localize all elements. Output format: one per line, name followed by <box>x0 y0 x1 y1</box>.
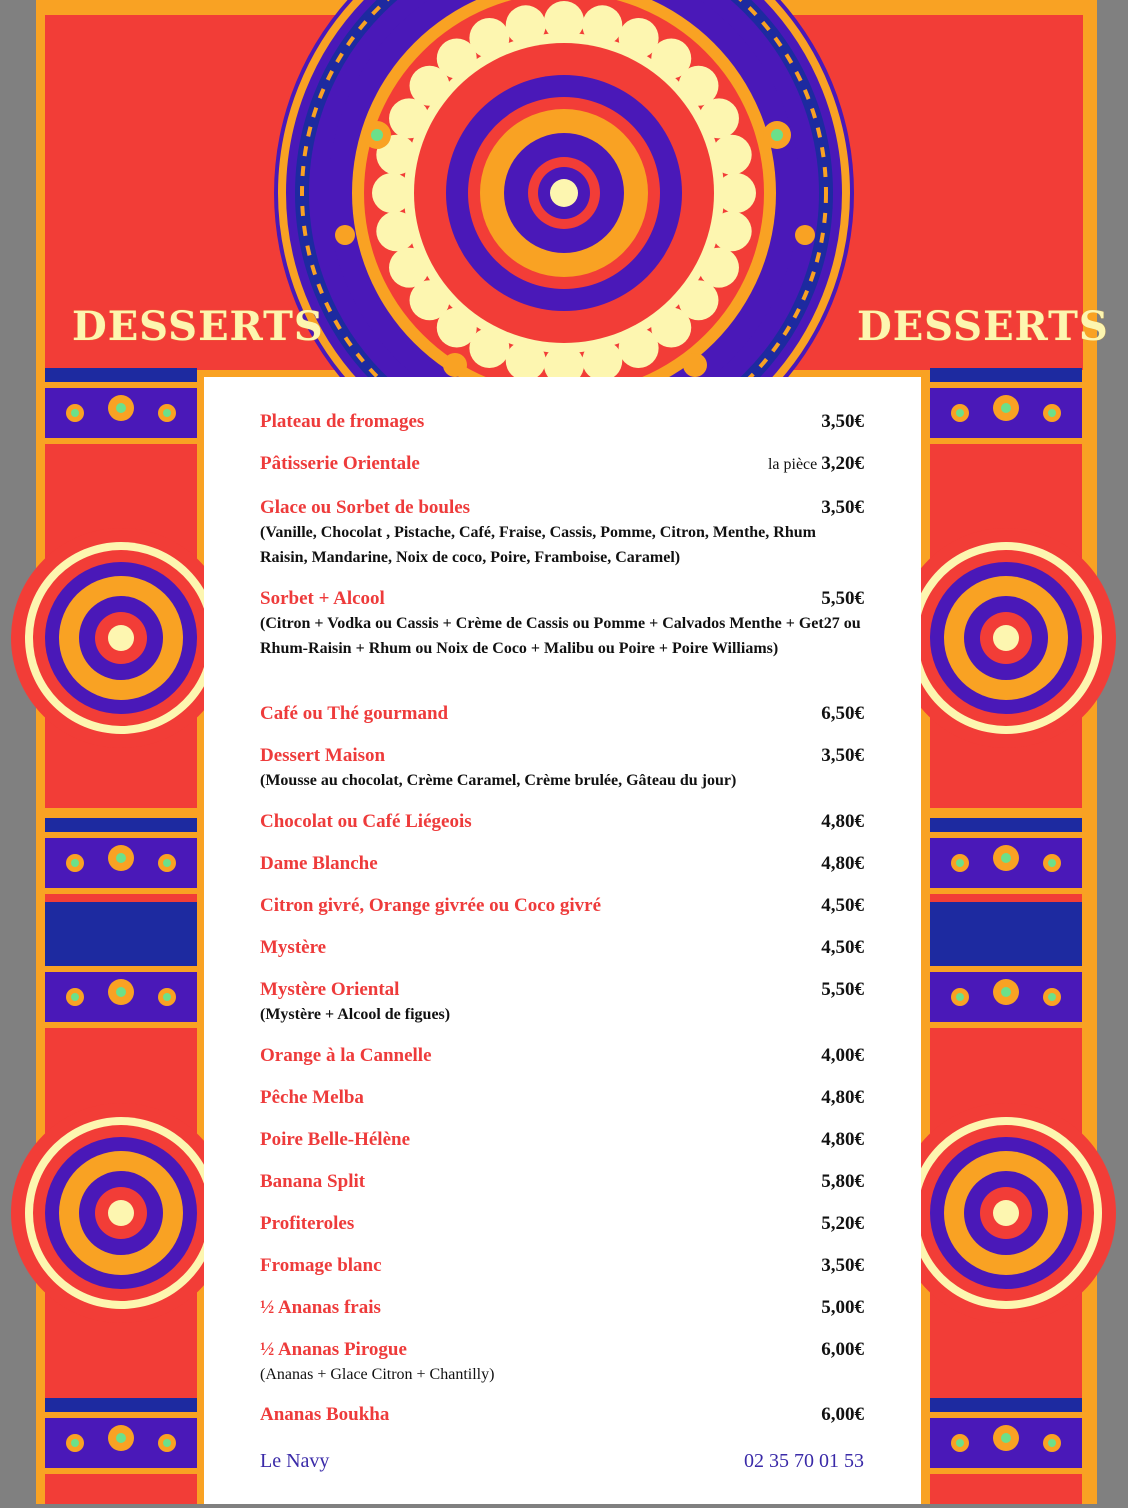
menu-item <box>260 1129 864 1153</box>
item-price: 5,20€ <box>821 1213 864 1234</box>
item-name: Dessert Maison <box>260 745 386 766</box>
item-description: (Mystère + Alcool de figues) <box>260 1006 451 1023</box>
item-name: ½ Ananas frais <box>260 1297 381 1318</box>
menu-item <box>260 979 864 1028</box>
item-description: (Citron + Vodka ou Cassis + Crème de Cassis ou Pomme + Calvados Menthe + Get27 ou Rhum-Raisin + Rhum ou Noix de Coco + Malibu ou Poire + Poire Williams) <box>260 615 861 657</box>
menu-item <box>260 1339 864 1388</box>
item-name: Pâtisserie Orientale <box>260 453 420 474</box>
item-name: Sorbet + Alcool <box>260 588 385 609</box>
item-price-group <box>821 1129 864 1151</box>
menu-item <box>260 1404 864 1428</box>
item-price: 4,50€ <box>821 895 864 916</box>
item-name: Café ou Thé gourmand <box>260 703 449 724</box>
menu-page <box>36 0 1109 1504</box>
decorative-band-left <box>45 368 197 1504</box>
band-pattern-right <box>930 368 1082 1504</box>
item-name: ½ Ananas Pirogue <box>260 1339 407 1360</box>
item-price: 4,80€ <box>821 1129 864 1150</box>
item-price: 5,50€ <box>821 979 864 1000</box>
item-price: 3,50€ <box>821 497 864 518</box>
menu-item <box>260 745 864 794</box>
item-price-group <box>821 588 864 610</box>
item-price: 4,50€ <box>821 937 864 958</box>
item-name: Pêche Melba <box>260 1087 364 1108</box>
item-price-group <box>821 853 864 875</box>
menu-item <box>260 497 864 570</box>
item-price: 4,80€ <box>821 811 864 832</box>
decorative-band-right <box>930 368 1082 1504</box>
item-name: Fromage blanc <box>260 1255 382 1276</box>
menu-item <box>260 703 864 727</box>
item-description: (Ananas + Glace Citron + Chantilly) <box>260 1366 495 1383</box>
item-price-group <box>821 703 864 725</box>
menu-item <box>260 453 864 477</box>
menu-item <box>260 1213 864 1237</box>
item-price: 4,80€ <box>821 1087 864 1108</box>
item-price-group <box>821 811 864 833</box>
item-price-group <box>821 1404 864 1426</box>
item-price: 5,00€ <box>821 1297 864 1318</box>
item-price-group <box>821 895 864 917</box>
item-name: Dame Blanche <box>260 853 378 874</box>
item-unit: la pièce <box>767 456 818 473</box>
restaurant-name: Le Navy <box>260 1450 330 1472</box>
menu-item <box>260 1297 864 1321</box>
item-price: 6,00€ <box>821 1404 864 1425</box>
item-name: Ananas Boukha <box>260 1404 390 1425</box>
item-name: Chocolat ou Café Liégeois <box>260 811 472 832</box>
menu-item <box>260 811 864 835</box>
menu-item <box>260 895 864 919</box>
item-price-group <box>821 1339 864 1361</box>
item-price-group <box>821 411 864 433</box>
restaurant-phone: 02 35 70 01 53 <box>744 1450 864 1472</box>
item-price: 3,50€ <box>821 745 864 766</box>
item-price-group <box>821 745 864 767</box>
title-right: DESSERTS <box>857 303 1109 350</box>
menu-item <box>260 1045 864 1069</box>
item-price-group <box>821 1213 864 1235</box>
menu-item <box>260 411 864 435</box>
menu-item <box>260 1087 864 1111</box>
item-name: Mystère <box>260 937 327 958</box>
item-price: 6,00€ <box>821 1339 864 1360</box>
item-description: (Vanille, Chocolat , Pistache, Café, Fraise, Cassis, Pomme, Citron, Menthe, Rhum Raisin, Mandarine, Noix de coco, Poire, Framboise, Caramel) <box>260 524 816 566</box>
menu-item <box>260 588 864 661</box>
item-price: 5,50€ <box>821 588 864 609</box>
menu-item <box>260 1255 864 1279</box>
item-price-group <box>768 453 864 475</box>
item-name: Poire Belle-Hélène <box>260 1129 411 1150</box>
item-name: Glace ou Sorbet de boules <box>260 497 471 518</box>
menu-item <box>260 1171 864 1195</box>
item-price: 4,00€ <box>821 1045 864 1066</box>
title-left: DESSERTS <box>72 303 324 350</box>
item-description: (Mousse au chocolat, Crème Caramel, Crème brulée, Gâteau du jour) <box>260 772 737 789</box>
item-price: 3,50€ <box>821 1255 864 1276</box>
banner <box>45 15 1109 370</box>
item-price: 3,50€ <box>821 411 864 432</box>
item-price-group <box>821 979 864 1001</box>
item-name: Profiteroles <box>260 1213 355 1234</box>
item-price-group <box>821 1171 864 1193</box>
item-price: 3,20€ <box>821 453 864 474</box>
item-price-group <box>821 1087 864 1109</box>
item-price: 4,80€ <box>821 853 864 874</box>
menu-item <box>260 937 864 961</box>
item-name: Mystère Oriental <box>260 979 400 1000</box>
item-name: Citron givré, Orange givrée ou Coco givré <box>260 895 602 916</box>
item-name: Banana Split <box>260 1171 366 1192</box>
item-price-group <box>821 1255 864 1277</box>
menu-panel <box>204 377 921 1504</box>
item-name: Orange à la Cannelle <box>260 1045 432 1066</box>
item-price-group <box>821 937 864 959</box>
item-price: 6,50€ <box>821 703 864 724</box>
item-price-group <box>821 1045 864 1067</box>
band-pattern-left <box>45 368 197 1504</box>
item-name: Plateau de fromages <box>260 411 425 432</box>
item-price-group <box>821 1297 864 1319</box>
item-price: 5,80€ <box>821 1171 864 1192</box>
menu-item <box>260 853 864 877</box>
item-price-group <box>821 497 864 519</box>
